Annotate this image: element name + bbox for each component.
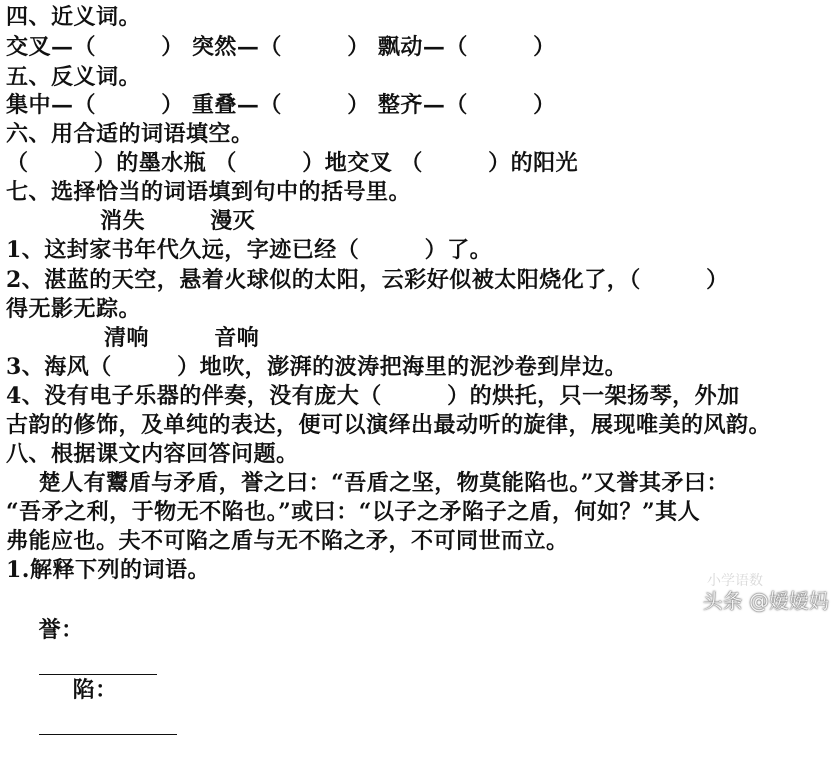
antonym-row: 集中—（ ） 重叠—（ ） 整齐—（ ） xyxy=(6,92,556,118)
label-xian: 陷： xyxy=(72,677,118,703)
question-3: 3、海风（ ）地吹，澎湃的波涛把海里的泥沙卷到岸边。 xyxy=(6,354,628,380)
section4-heading: 四、近义词。 xyxy=(6,4,142,30)
answer-blank-xian[interactable] xyxy=(39,712,177,735)
passage-line-3: 弗能应也。夫不可陷之盾与无不陷之矛，不可同世而立。 xyxy=(6,528,569,554)
label-yu: 誉： xyxy=(38,617,84,643)
synonym-row: 交叉—（ ） 突然—（ ） 飘动—（ ） xyxy=(6,34,556,60)
word-choice-2: 清响 音响 xyxy=(104,325,260,351)
section8-heading: 八、根据课文内容回答问题。 xyxy=(6,441,299,467)
faint-watermark: 小学语数 xyxy=(707,573,763,589)
fill-blank-row: （ ）的墨水瓶 （ ）地交叉 （ ）的阳光 xyxy=(6,150,579,176)
question-4: 4、没有电子乐器的伴奏，没有庞大（ ）的烘托，只一架扬琴，外加 xyxy=(6,383,740,409)
section7-heading: 七、选择恰当的词语填到句中的括号里。 xyxy=(6,179,412,205)
question-2-cont: 得无影无踪。 xyxy=(6,296,142,322)
section5-heading: 五、反义词。 xyxy=(6,64,142,90)
answer-blank-yu[interactable] xyxy=(39,652,157,675)
passage-line-2: “吾矛之利，于物无不陷也。”或曰：“以子之矛陷子之盾，何如？”其人 xyxy=(6,499,701,525)
section6-heading: 六、用合适的词语填空。 xyxy=(6,121,254,147)
question-explain: 1.解释下列的词语。 xyxy=(6,557,210,583)
question-1: 1、这封家书年代久远，字迹已经（ ）了。 xyxy=(6,237,493,263)
passage-line-1: 楚人有鬻盾与矛盾，誉之曰：“吾盾之坚，物莫能陷也。”又誉其矛曰： xyxy=(6,470,729,496)
question-4-cont: 古韵的修饰，及单纯的表达，便可以演绎出最动听的旋律，展现唯美的风韵。 xyxy=(6,412,772,438)
word-choice-1: 消失 漫灭 xyxy=(100,208,256,234)
question-2: 2、湛蓝的天空，悬着火球似的太阳，云彩好似被太阳烧化了，（ ） xyxy=(6,267,729,293)
definition-row xyxy=(6,585,177,703)
source-watermark: 头条 @嫒嫒妈 xyxy=(702,589,829,613)
